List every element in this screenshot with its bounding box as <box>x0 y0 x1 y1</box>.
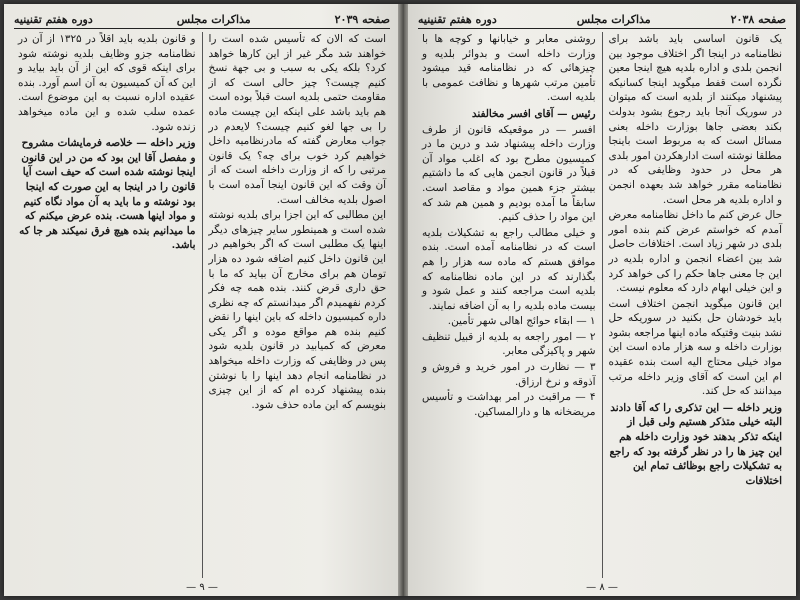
paragraph: حال عرض کنم ما داخل نظامنامه معرض آمدم که خواستم عرض کنم بنده امور بلدی در شهر زیاد است. اختلافات حاصل شد بین اعضاء انجمن و اداره بلدیه در این جا معنی جاها حکم را کی خواهد کرد و این خیلی ابهام دارد که معلوم نیست. <box>608 209 782 295</box>
right-page-title: مذاکرات مجلس <box>576 12 651 26</box>
left-page-number: صفحه ۲۰۳۹ <box>334 12 390 26</box>
speaker-line: رئیس — آقای افسر مخالفند <box>471 107 596 120</box>
left-page <box>4 4 400 596</box>
paragraph: این مطالبی که این اجزا برای بلدیه نوشته شده است و همینطور سایر چیزهای دیگر اینها یک مطلبی است که اگر بخواهیم در این قانون داخل کنیم اضافه شود ده هزار تومان هم برای مخارج آن بیاید که ما با حق داری قرض کنند. بنده همه چه فکر کردم نفهمیدم اگر میدانستم که چه نظری داره کمیسیون داخله که باین اینها را نقض کنیم بنده هم مواقع موده و اگر یکی معرض که کمیابید در قانون بلدیه شود پس در وظایفی که وزارت داخله میخواهد در نظامنامه انجام دهد اینها را با نوشتن بنده پیشنهاد کرده ام که از این چیزی بنویسم که این ماده حذف شود. <box>208 209 386 411</box>
left-page-column-left <box>12 32 203 578</box>
right-page-column-left <box>416 32 603 578</box>
list-item: ۱ — ابقاء حوائج اهالی شهر تأمین. <box>447 315 596 328</box>
left-page-column-right <box>203 32 393 578</box>
left-page-header <box>14 10 390 29</box>
paragraph: و قانون بلدیه باید اقلاً در ۱۳۲۵ از آن در نظامنامه جزو وظایف بلدیه نوشته شود برای اینکه قوی که این از آن باید بیاید و این که آن کمیسیون به آن اسم آورد. بنده عقیده اداره نسبت به این موضوع است. عمده سلب شده و این ماده میخواهد زنده شود. <box>18 33 196 133</box>
right-page-column-right <box>603 32 789 578</box>
paragraph: افسر — در موقعیکه قانون از طرف وزارت داخله پیشنهاد شد و درین ما در کمیسیون مطرح بود که اغلب مواد آن قبلاً در قانون انجمن هایی که ما داشتیم بیشتر جزء همین مواد و مقاصد است. سابقاً ما آمده بودیم و همین هم شد که این مواد را حذف کنیم. <box>422 123 596 224</box>
right-page-footer: — ۸ — <box>586 582 618 593</box>
list-item: ۲ — امور راجعه به بلدیه از قبیل تنظیف شهر و پاکیزگی معابر. <box>422 330 596 358</box>
left-page-session: دوره هفتم تقنینیه <box>14 12 93 26</box>
paragraph: وزیر داخله — خلاصه فرمایشات مشروح و مفصل آقا این بود که من در این قانون اینجا نوشته شده است که حیف است آیا قانون را در اینجا به این صورت که اینجا بود نوشته و ما باید به آن مواد نگاه کنیم و مواد اینها هست. بنده عرض میکنم که ما میدانیم بنده هیچ فرق نمیکند هر جا که باشد. <box>19 137 196 252</box>
paragraph: وزیر داخله — این تذکری را که آقا دادند البته خیلی متذکر هستیم ولی قبل از اینکه تذکر بدهند خود وزارت داخله هم این چیز ها را در نظر گرفته بود که راجع به تشکیلات راجع بوظائف تمام این اختلافات <box>609 401 782 487</box>
list-item: ۴ — مراقبت در امر بهداشت و تأسیس مریضخانه ها و دارالمساکین. <box>422 391 596 418</box>
right-page-number: صفحه ۲۰۳۸ <box>730 12 786 26</box>
right-page-header <box>418 10 786 29</box>
paragraph: است که الان که تأسیس شده است را خواهند شد مگر غیر از این کارها خواهد کرد؟ بلکه یکی به سبب و بی جهة نسخ کنیم چیست؟ چیز حالی است که از مقاومت حتمی بلدیه است قبلاً بوده است هم باید باشد علی اینکه این چیست ماده را بی جها لغو کنیم چیست؟ لایعدم در جواب معارض گفته که مادرنظامیه داخل خواهیم کرد خوب برای چه؟ یک قانون مرتبی را که از وزارت داخله است که از آن وقت که این قانون اینجا آمده است با اصول بلدیه مخالف است. <box>208 33 386 206</box>
left-page-columns <box>12 32 392 578</box>
paragraph: روشنی معابر و خیابانها و کوچه ها با وزارت داخله است و بدوائر بلدیه و چیزهائی که در نظامنامه قید میشود تأمین مرتب شهرها و نظافت عمومی با بلدیه است. <box>422 33 596 104</box>
right-page <box>408 4 796 596</box>
paragraph: و خیلی مطالب راجع به تشکیلات بلدیه است که در نظامنامه آمده است. بنده موافق هستم که ماده سه هزار را هم بگذارند که در این ماده نظامنامه که بلدیه است مراجعه کنند و عمل شود و بیست ماده بلدیه را به آن اضافه نمایند. <box>422 226 596 312</box>
paragraph: یک قانون اساسی باید باشد برای نظامنامه در اینجا اگر اختلاف موجود بین انجمن بلدی و اداره بلدیه هیچ اینجا معین نگرده است قفط میگوید اینجا کسانیکه پیشنهاد میکنند از بلدیه است که میتوان در سوریک آنجا باید رجوع بشود بدولت بکند بعضی جاها بوزارت داخله بعنی مسائل است که به مربوط است باینجا مطلقا نوشته است ادارهکردن امور بلدی هر محل در حدود وظایفی که در نظامنامه مقرر خواهد شد بعهده انجمن و اداره بلدیه هر محل است. <box>608 33 782 206</box>
book-spread <box>4 4 796 596</box>
right-page-columns <box>416 32 788 578</box>
left-page-title: مذاکرات مجلس <box>176 12 251 26</box>
left-page-footer: — ۹ — <box>186 582 218 593</box>
right-page-session: دوره هفتم تقنینیه <box>418 12 497 26</box>
paragraph: این قانون میگوید انجمن اختلاف است باید خودشان حل بکنید در سوریکه حل نشد بنیت وقتیکه ماده اینها مراجعه بشود بوزارت داخله و سه هزار ماده است این مواد خیلی محتاج الیه است بنده عقیده ام این است که آقای وزیر داخله مرتب میدانند که حل کند. <box>608 297 782 398</box>
list-item: ۳ — نظارت در امور خرید و فروش و آذوقه و نرخ ارزاق. <box>422 361 596 388</box>
